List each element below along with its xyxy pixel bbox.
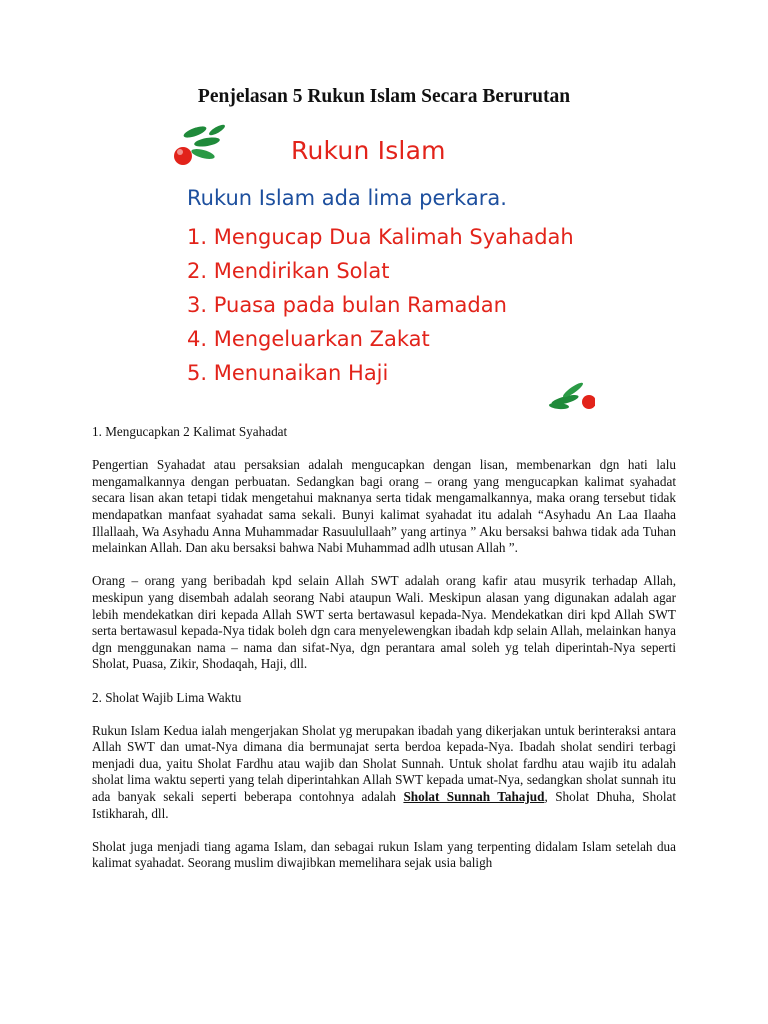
paragraph-text: , Sholat Dhuha, Sholat Istikharah, dll.	[92, 789, 676, 821]
paragraph: Sholat juga menjadi tiang agama Islam, dan sebagai rukun Islam yang terpenting didalam Islam setelah dua kalimat syahadat. Seorang muslim diwajibkan memelihara sejak usia baligh	[92, 838, 676, 871]
leaf-decoration-icon	[545, 380, 595, 410]
sholat-sunnah-tahajud-link[interactable]: Sholat Sunnah Tahajud	[403, 789, 545, 805]
document-body	[92, 424, 676, 889]
rukun-islam-poster	[173, 120, 595, 412]
paragraph	[92, 723, 676, 823]
paragraph-text: Rukun Islam Kedua ialah mengerjakan Sholat yg merupakan ibadah yang dikerjakan untuk berinteraksi antara Allah SWT dan umat-Nya dimana dia bermunajat serta berdoa kepada-Nya. Ibadah sholat sendiri terbagi menjadi dua, yaitu Sholat Fardhu atau wajib dan Sholat Sunnah. Untuk sholat fardhu atau wajib itu adalah sholat lima waktu seperti yang telah diperintahkan Allah SWT kepada umat-Nya, sedangkan sholat sunnah itu ada banyak sekali seperti beberapa contohnya adalah	[92, 722, 676, 805]
poster-list-item: 1. Mengucap Dua Kalimah Syahadah	[187, 225, 574, 249]
poster-list-item: 5. Menunaikan Haji	[187, 361, 389, 385]
leaf-decoration-icon	[173, 120, 229, 170]
section-heading: 1. Mengucapkan 2 Kalimat Syahadat	[92, 424, 288, 439]
poster-title: Rukun Islam	[291, 136, 446, 165]
paragraph: Orang – orang yang beribadah kpd selain Allah SWT adalah orang kafir atau musyrik terhadap Allah, meskipun yang disembah adalah seorang Nabi ataupun Wali. Meskipun alasan yang digunakan adalah agar lebih mendekatkan diri kepada Allah SWT serta bertawasul kepada-Nya. Mendekatkan diri kpd Allah SWT serta bertawasul kepada-Nya tidak boleh dgn cara menyelewengkan ibadah kdp selain Allah, melainkan hanya dgn menggunakan nama – nama dan sifat-Nya, dgn perantara amal soleh yg telah diperintah-Nya seperti Sholat, Puasa, Zikir, Shodaqah, Haji, dll.	[92, 573, 676, 672]
poster-list-item: 4. Mengeluarkan Zakat	[187, 327, 430, 351]
poster-list-item: 2. Mendirikan Solat	[187, 259, 390, 283]
poster-list	[187, 220, 574, 390]
page-title: Penjelasan 5 Rukun Islam Secara Berurutan	[197, 86, 571, 107]
paragraph: Pengertian Syahadat atau persaksian adalah mengucapkan dengan lisan, membenarkan dgn hati lalu mengamalkannya dengan perbuatan. Sedangkan bagi orang – orang yang mengucapkan kalimat syahadat secara lisan akan tetapi tidak mengetahui maknanya serta tidak mengamalkannya, maka orang tersebut tidak mendapatkan manfaat syahadat sama sekali. Bunyi kalimat syahadat itu adalah “Asyhadu An Laa Ilaaha Illallaah, Wa Asyhadu Anna Muhammadar Rasuulullaah” yang artinya ” Aku bersaksi bahwa tidak ada Tuhan melainkan Allah. Dan aku bersaksi bahwa Nabi Muhammad adlh utusan Allah ”.	[92, 457, 676, 556]
poster-list-item: 3. Puasa pada bulan Ramadan	[187, 293, 507, 317]
section-heading: 2. Sholat Wajib Lima Waktu	[92, 689, 242, 705]
poster-intro: Rukun Islam ada lima perkara.	[187, 186, 507, 210]
